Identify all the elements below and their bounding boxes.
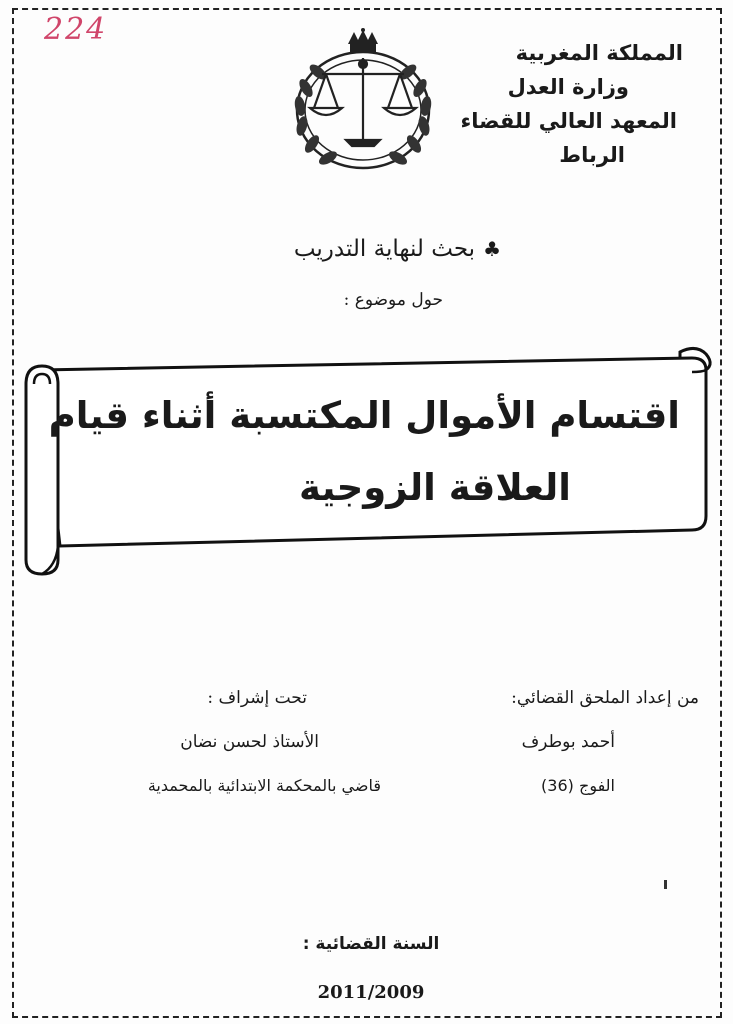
thesis-title-line-2: العلاقة الزوجية — [299, 466, 571, 509]
academic-year-value: 2011/2009 — [317, 982, 425, 1003]
author-name: أحمد بوطرف — [521, 732, 615, 752]
scales-of-justice-emblem — [284, 28, 442, 174]
thesis-title — [48, 380, 680, 524]
supervision-label: تحت إشراف : — [207, 688, 307, 708]
institute-name: المعهد العالي للقضاء — [460, 109, 677, 133]
topic-label: حول موضوع : — [343, 290, 443, 310]
author-group: الفوج (36) — [541, 776, 615, 795]
city-name: الرباط — [559, 143, 625, 167]
scan-speck — [664, 880, 667, 889]
supervisor-title: قاضي بالمحكمة الابتدائية بالمحمدية — [147, 776, 381, 795]
thesis-title-line-1: اقتسام الأموال المكتسبة أثناء قيام — [48, 394, 680, 437]
research-type-label: بحث لنهاية التدريب — [293, 236, 476, 262]
country-name: المملكة المغربية — [515, 41, 683, 65]
research-type — [294, 236, 501, 262]
ministry-name: وزارة العدل — [507, 75, 629, 99]
supervisor-name: الأستاذ لحسن نضان — [180, 732, 319, 752]
leaf-bullet-icon: ♣ — [483, 237, 501, 261]
supervision-block — [51, 676, 381, 808]
prepared-by-block — [399, 676, 699, 808]
academic-year-label: السنة القضائية : — [302, 934, 440, 954]
page-number: 224 — [44, 12, 108, 47]
prepared-by-label: من إعداد الملحق القضائي: — [511, 688, 699, 708]
institution-header — [451, 36, 691, 172]
